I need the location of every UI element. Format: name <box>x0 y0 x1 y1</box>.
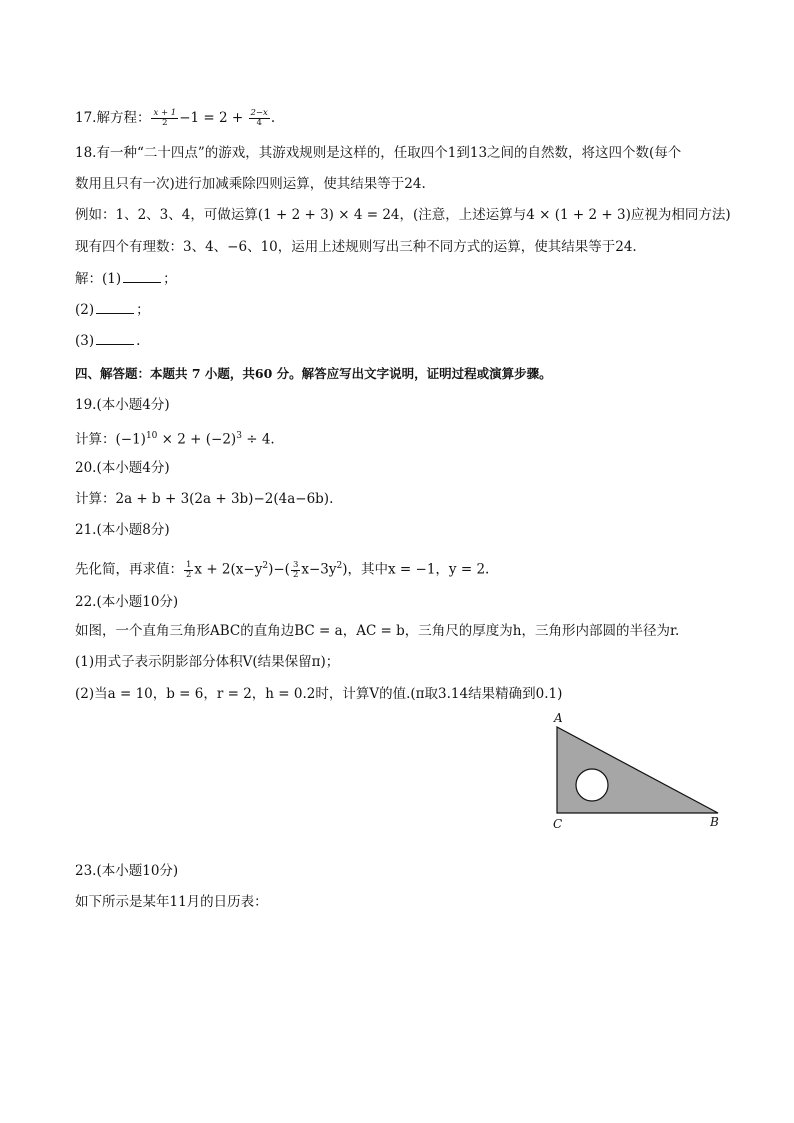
q23-statement: 如下所示是某年11月的日历表： <box>75 894 268 910</box>
q21-fraction-2: $\frac{3}{2}$ <box>292 559 299 580</box>
q17-fraction-2: $\frac{2-x}{4}$ <box>250 108 268 128</box>
q22-statement: 如图，一个直角三角形ABC的直角边BC = a，AC = b，三角尺的厚度为h，三角形内部圆的半径为r. <box>75 623 680 639</box>
answer-blank[interactable] <box>96 332 134 345</box>
q19-heading: 19.(本小题4分) <box>75 397 170 413</box>
q17-equation-middle: −1 = 2 + <box>179 110 248 126</box>
q22-part1: (1)用式子表示阴影部分体积V(结果保留π)； <box>75 654 340 670</box>
q22-part2: (2)当a = 10，b = 6，r = 2，h = 0.2时，计算V的值.(π取3.14结果精确到0.1) <box>75 686 563 702</box>
answer-blank[interactable] <box>123 270 161 283</box>
shaded-triangle <box>557 727 718 813</box>
q17-prefix: 17.解方程： <box>75 110 151 126</box>
q18-task: 现有四个有理数：3、4、−6、10，运用上述规则写出三种不同方式的运算，使其结果等于24. <box>75 239 637 255</box>
q18-line2: 数用且只有一次)进行加减乘除四则运算，使其结果等于24. <box>75 176 426 192</box>
label-b: B <box>710 815 719 829</box>
q18-example: 例如：1、2、3、4，可做运算(1 + 2 + 3) × 4 = 24，(注意，上述运算与4 × (1 + 2 + 3)应视为相同方法) <box>75 207 731 223</box>
q20-heading: 20.(本小题4分) <box>75 460 170 476</box>
q19-expression: 计算：$(-1)^{10} \times 2 + (-2)^3 \div 4$. <box>75 431 275 448</box>
label-c: C <box>553 817 563 831</box>
q21-expression: 先化简，再求值： $\frac{1}{2}$ $x + 2(x-y^2)-$( $\frac{3}{2}$ $x-3y^2$)，其中x = −1，y = 2. <box>75 559 490 580</box>
q17-line: 17.解方程： $\frac{x + 1}{2}$ −1 = 2 + $\frac{2-x}{4}$ . <box>75 108 276 128</box>
q17-fraction-1: $\frac{x + 1}{2}$ <box>153 108 177 128</box>
answer-blank[interactable] <box>96 301 134 314</box>
q20-expression: 计算：2a + b + 3(2a + 3b)−2(4a−6b). <box>75 491 334 507</box>
q18-answer-1: 解：(1) ； <box>75 271 177 287</box>
triangle-figure <box>548 712 728 832</box>
q21-heading: 21.(本小题8分) <box>75 522 170 538</box>
label-a: A <box>554 712 563 725</box>
q18-line1: 18.有一种“二十四点”的游戏，其游戏规则是这样的，任取四个1到13之间的自然数，将这四个数(每个 <box>75 145 682 161</box>
q18-answer-3: (3) . <box>75 333 141 349</box>
q18-answer-2: (2) ； <box>75 302 150 318</box>
q21-fraction-1: $\frac{1}{2}$ <box>186 559 192 580</box>
inner-circle <box>576 769 608 801</box>
section-heading: 四、解答题：本题共 7 小题，共60 分。解答应写出文字说明，证明过程或演算步骤。 <box>75 366 552 381</box>
q22-heading: 22.(本小题10分) <box>75 594 179 610</box>
q23-heading: 23.(本小题10分) <box>75 863 179 879</box>
